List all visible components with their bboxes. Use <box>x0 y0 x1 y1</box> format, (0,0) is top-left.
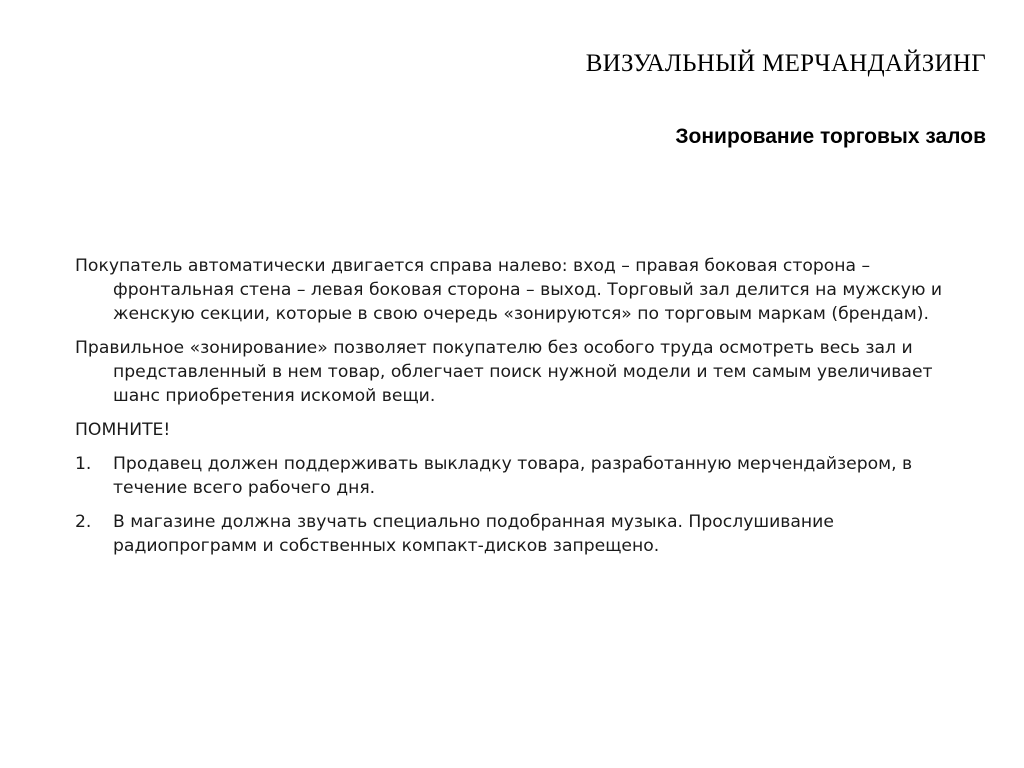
slide-title: ВИЗУАЛЬНЫЙ МЕРЧАНДАЙЗИНГ <box>585 50 986 77</box>
list-item-number: 1. <box>75 454 92 474</box>
list-item <box>75 452 955 500</box>
slide-content <box>75 254 955 568</box>
list-item-number: 2. <box>75 512 92 532</box>
slide-subtitle: Зонирование торговых залов <box>675 125 986 148</box>
list-item-text: В магазине должна звучать специально подобранная музыка. Прослушивание радиопрограмм и собственных компакт-дисков запрещено. <box>113 512 834 556</box>
paragraph-zoning-benefits: Правильное «зонирование» позволяет покупателю без особого труда осмотреть весь зал и представленный в нем товар, облегчает поиск нужной модели и тем самым увеличивает шанс приобретения искомой вещи. <box>75 338 933 406</box>
paragraph-customer-movement: Покупатель автоматически двигается справа налево: вход – правая боковая сторона – фронтальная стена – левая боковая сторона – выход. Торговый зал делится на мужскую и женскую секции, которые в свою очередь «зонируются» по торговым маркам (брендам). <box>75 256 943 324</box>
list-item-text: Продавец должен поддерживать выкладку товара, разработанную мерчендайзером, в течение всего рабочего дня. <box>113 454 913 498</box>
remember-note: ПОМНИТЕ! <box>75 420 171 440</box>
list-item <box>75 510 955 558</box>
